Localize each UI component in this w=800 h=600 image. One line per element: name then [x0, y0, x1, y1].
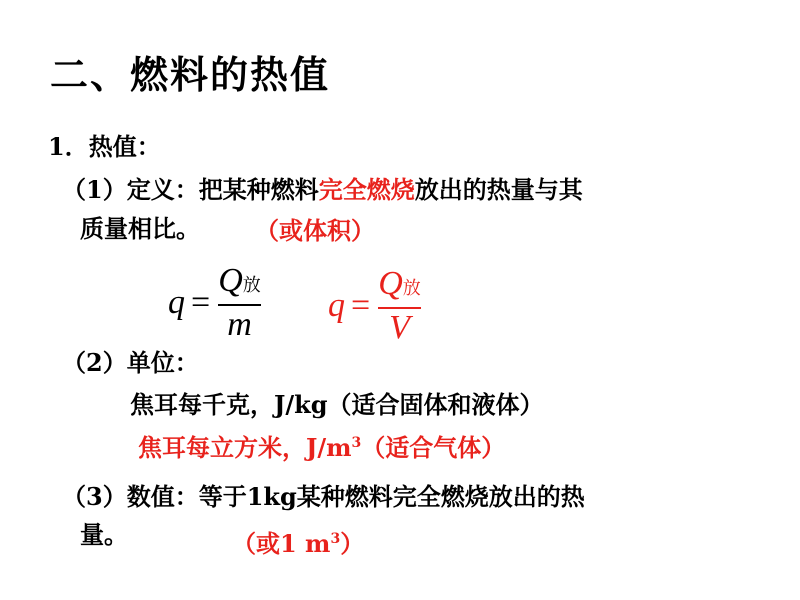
formula-mass-num-q: Q	[218, 262, 243, 299]
formula-mass-lhs: q	[168, 284, 185, 321]
value-note	[232, 524, 364, 559]
definition-suffix: 放出的热量与其	[414, 175, 583, 204]
formula-volume-lhs: q	[328, 287, 345, 324]
formula-mass	[168, 262, 261, 344]
definition-line-1	[62, 170, 583, 205]
value-note-pre: （或1 m	[232, 529, 331, 558]
formula-mass-equals: =	[191, 284, 211, 321]
definition-prefix: （1）定义：把某种燃料	[62, 175, 319, 204]
value-note-sup: 3	[330, 531, 341, 547]
unit-line-2-pre: 焦耳每立方米，J/m	[138, 433, 352, 462]
formula-volume	[328, 265, 421, 347]
value-note-post: ）	[340, 529, 365, 558]
formula-mass-numerator	[218, 262, 261, 304]
formula-volume-equals: =	[351, 287, 371, 324]
formula-mass-num-sub: 放	[242, 275, 261, 295]
page-title: 二、燃料的热值	[50, 53, 331, 97]
unit-line-1: 焦耳每千克，J/kg（适合固体和液体）	[130, 390, 544, 419]
formula-volume-num-sub: 放	[402, 278, 421, 298]
formula-mass-denominator: m	[227, 306, 252, 343]
unit-line-2-sup: 3	[351, 435, 362, 451]
unit-line-2-post: （适合气体）	[361, 433, 506, 462]
definition-note: （或体积）	[255, 216, 375, 245]
value-line-1: （3）数值：等于1kg某种燃料完全燃烧放出的热	[62, 482, 585, 511]
formula-volume-denominator: V	[389, 309, 410, 346]
definition-highlight: 完全燃烧	[318, 175, 415, 204]
formula-volume-fraction	[378, 265, 421, 347]
heading-heat-value: 1．热值：	[48, 132, 161, 161]
formula-volume-num-q: Q	[378, 265, 403, 302]
formula-mass-fraction	[218, 262, 261, 344]
unit-line-2	[138, 428, 505, 463]
unit-label: （2）单位：	[62, 348, 199, 377]
formula-volume-numerator	[378, 265, 421, 307]
value-line-2: 量。	[80, 520, 128, 549]
definition-line-2: 质量相比。	[80, 214, 200, 243]
